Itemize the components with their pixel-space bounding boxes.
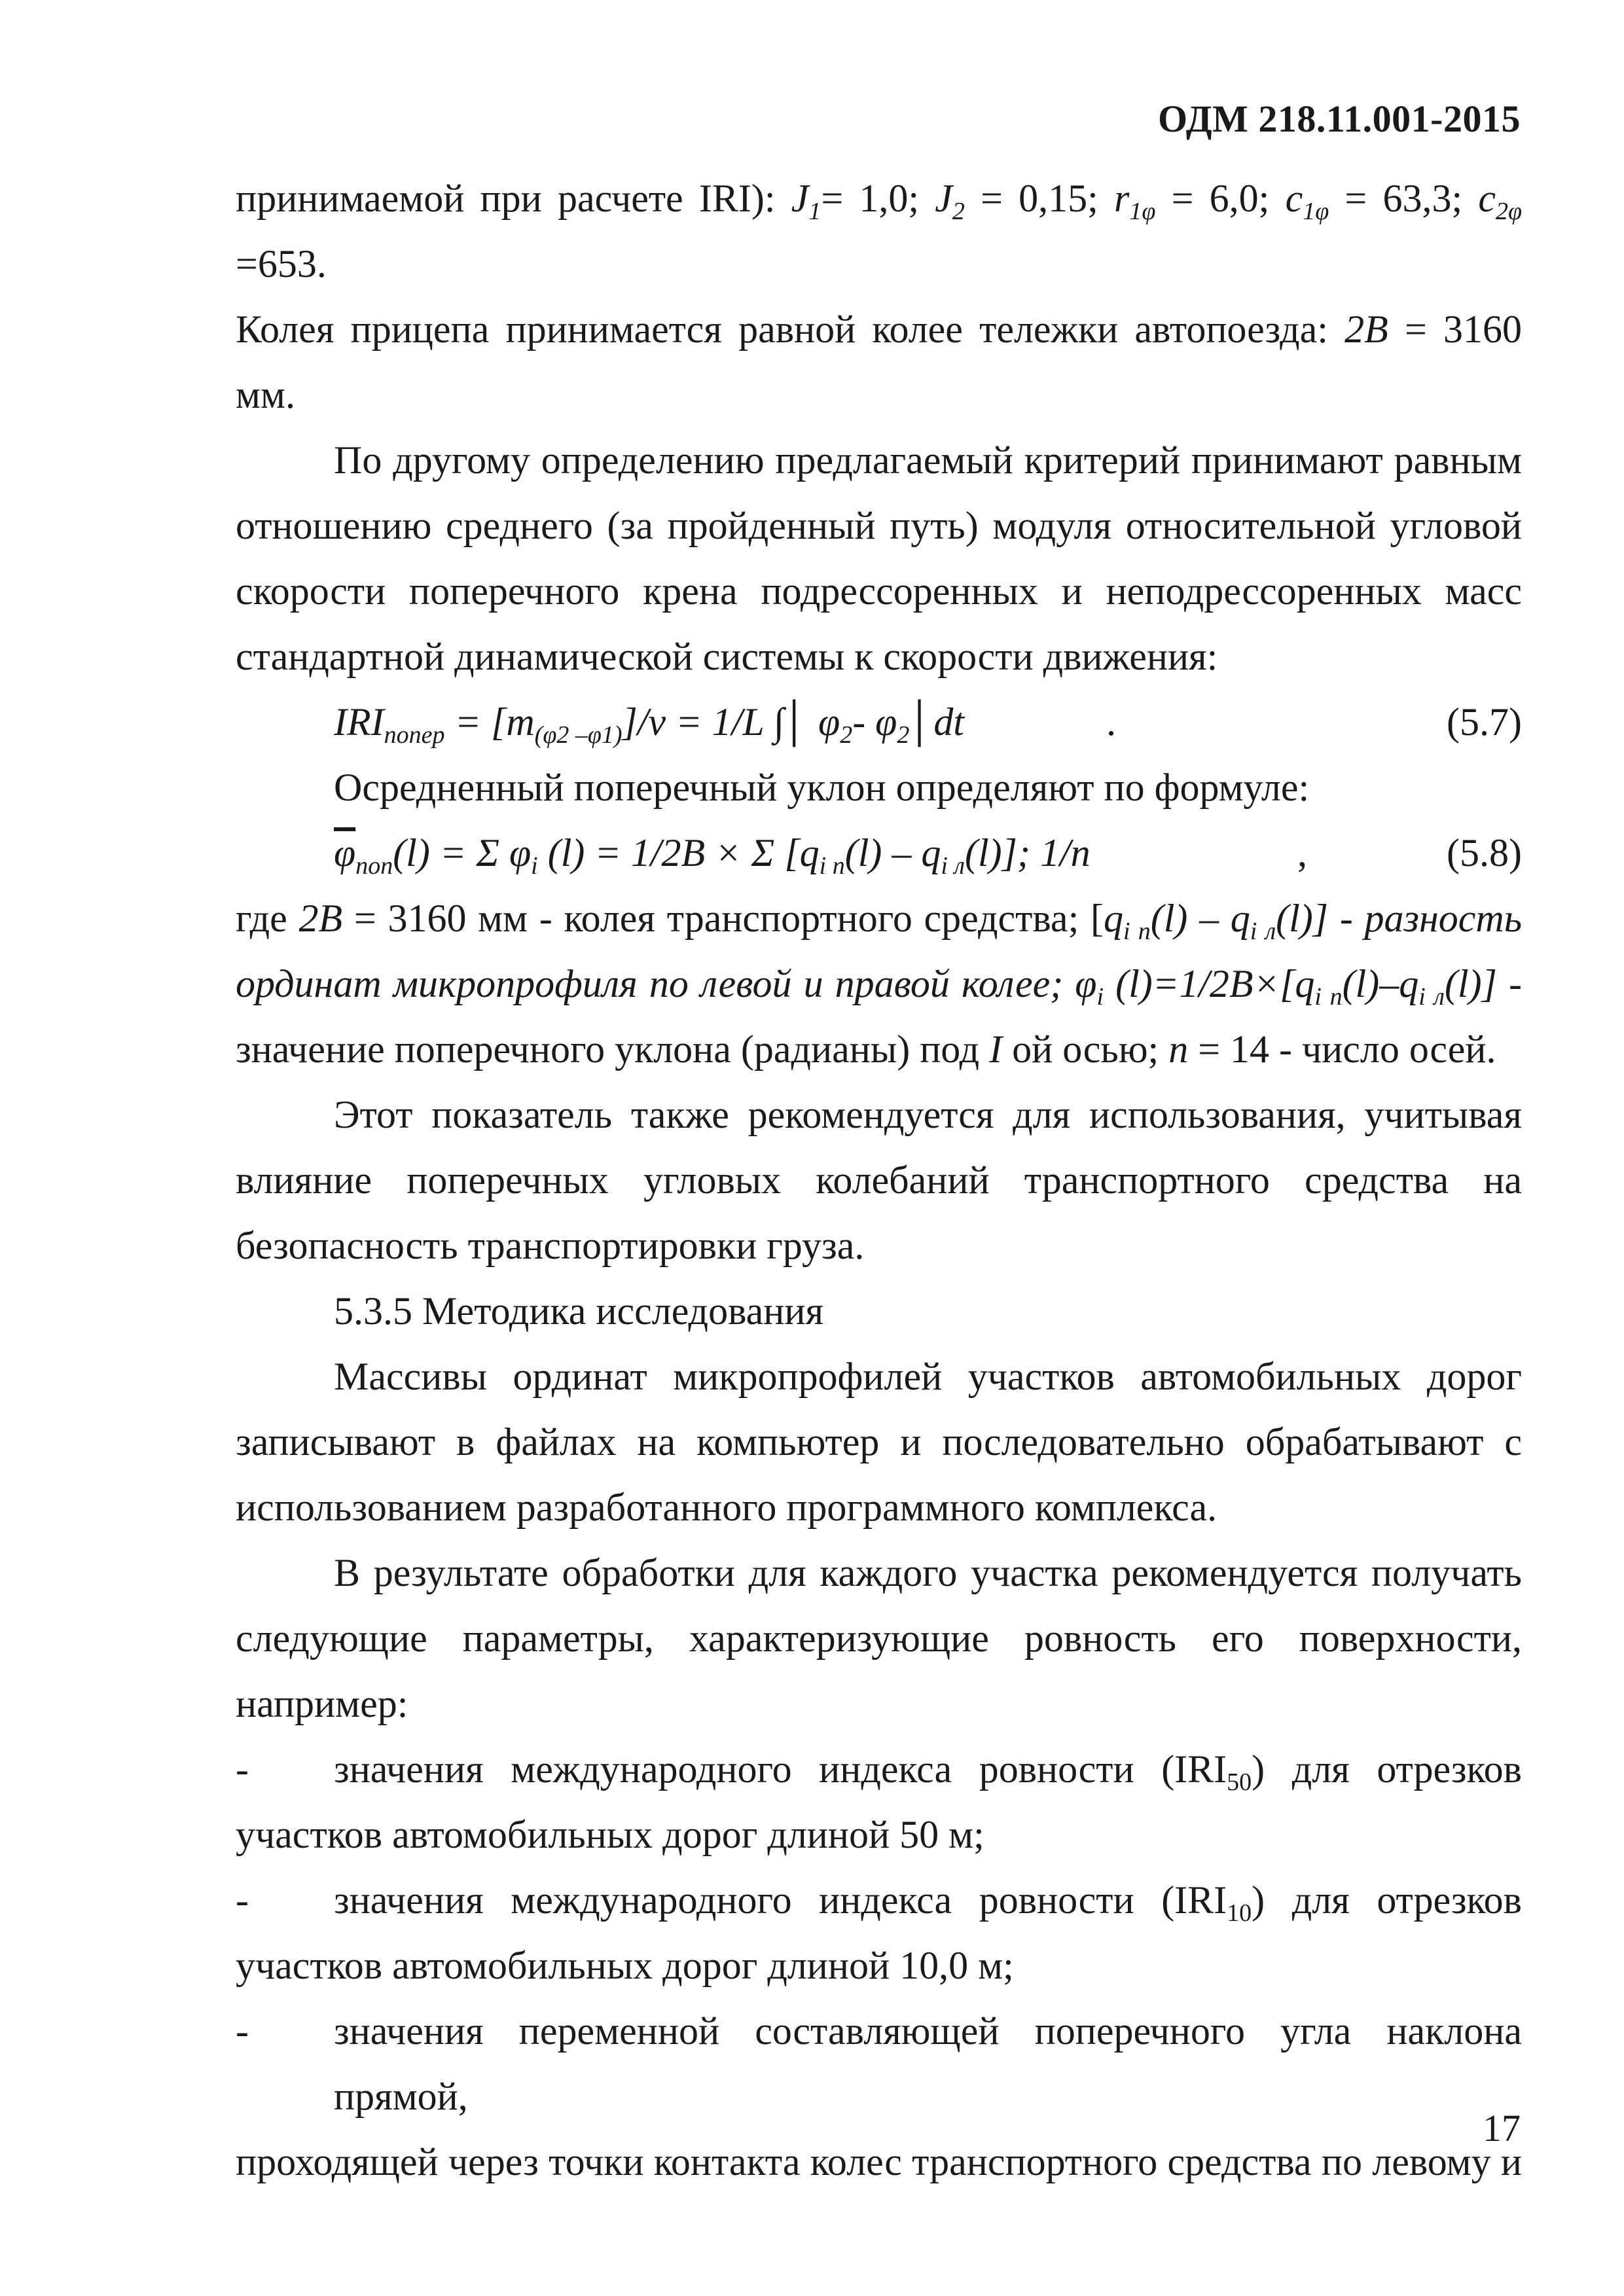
paragraph-arrays: Массивы ординат микропрофилей участков автомобильных дорог записывают в файлах на компьютер и последовательно обрабатывают с использованием разработанного программного комплекса. bbox=[236, 1355, 1522, 1529]
body-text bbox=[236, 166, 1522, 2195]
page-number: 17 bbox=[1483, 2107, 1521, 2149]
paragraph-where: где 2B = 3160 мм - колея транспортного средства; $[q_{i п}(l) - q_{i л}(l)]$ - разность ординат микропрофиля по левой и правой колее; $\varphi_i$ $(l)=1/2B\times[q_{i п}(l)-q_{i л}(l)]$ - значение поперечного уклона (радианы) под I ой осью; n = 14 - число осей. bbox=[236, 897, 1522, 1071]
formula-5-8: $\overline{\varphi}_{поп}(l) = \Sigma$ $\varphi_i$ (l) = 1/2B × Σ $[q_{i п}(l) - q_{i л}(l)]$; 1/n , (5.8) bbox=[236, 820, 1522, 886]
list-item: - значения международного индекса ровности $(IRI_{10})$ для отрезков участков автомобильных дорог длиной 10,0 м; bbox=[236, 1878, 1522, 1987]
equation-number: (5.8) bbox=[1447, 831, 1522, 874]
equation-number: (5.7) bbox=[1447, 700, 1522, 744]
document-code: ОДМ 218.11.001-2015 bbox=[1158, 98, 1521, 140]
paragraph-indicator: Этот показатель также рекомендуется для использования, учитывая влияние поперечных угловых колебаний транспортного средства на безопасность транспортировки груза. bbox=[236, 1093, 1522, 1267]
section-heading: 5.3.5 Методика исследования bbox=[334, 1289, 824, 1333]
paragraph-continuation: принимаемой при расчете IRI): $J_1= 1,0$; $J_2 = 0,15$; $r_{1\varphi} = 6,0$; $c_{1\varphi} = 63,3$; $c_{2\varphi} =653$. Колея прицепа принимается равной колее тележки автопоезда: 2B = 3160 мм. bbox=[236, 177, 1523, 416]
paragraph-formula-intro: Осредненный поперечный уклон определяют по формуле: bbox=[334, 766, 1310, 809]
list-item: - значения международного индекса ровности $(IRI_{50})$ для отрезков участков автомобильных дорог длиной 50 м; bbox=[236, 1748, 1522, 1856]
list-item: - значения переменной составляющей поперечного угла наклона прямой, проходящей через точки контакта колес транспортного средства по левому и bbox=[236, 2009, 1522, 2183]
paragraph-definition: По другому определению предлагаемый критерий принимают равным отношению среднего (за пройденный путь) модуля относительной угловой скорости поперечного крена подрессоренных и неподрессоренных масс стандартной динамической системы к скорости движения: bbox=[236, 439, 1522, 678]
formula-5-7: $IRI_{попер} = [m_{(\varphi 2 -\varphi 1)}]/v = 1/L$ ∫│ $\varphi_2-$ $\varphi_2│dt$ . (5.7) bbox=[236, 689, 1522, 755]
paragraph-results: В результате обработки для каждого участка рекомендуется получать следующие параметры, характеризующие ровность его поверхности, например: bbox=[236, 1551, 1522, 1725]
